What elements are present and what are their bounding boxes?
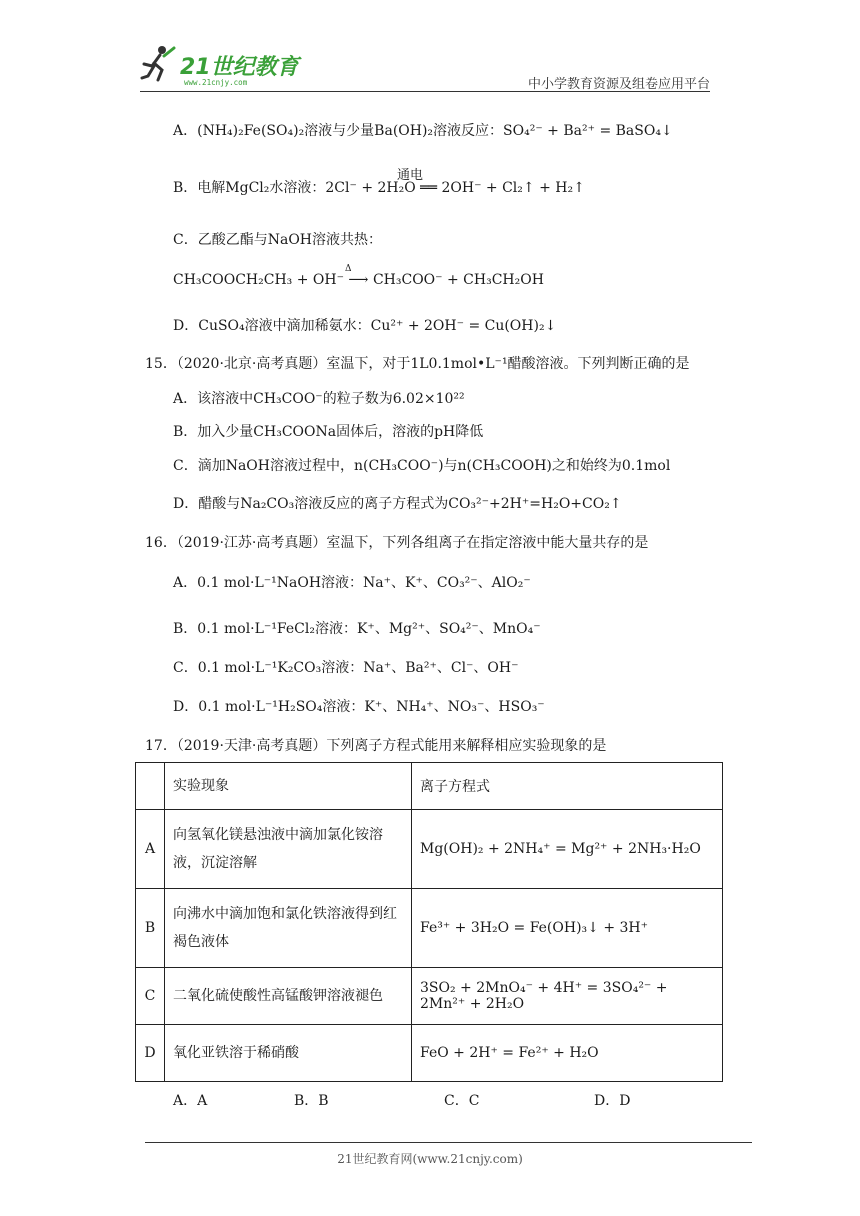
table-row [136,1025,723,1082]
row-label: C [136,968,165,1025]
footer-divider [145,1142,752,1143]
q17-table [135,762,723,1082]
row-equation: Fe³⁺ + 3H₂O = Fe(OH)₃↓ + 3H⁺ [412,889,723,968]
q14-option-a-text: (NH₄)₂Fe(SO₄)₂溶液与少量Ba(OH)₂溶液反应：SO₄²⁻ + Ba²⁺ = BaSO₄↓ [197,123,673,139]
site-logo [140,40,310,92]
q14-option-c-label: C． [173,232,198,248]
q14-option-b [173,178,585,198]
q15-stem: 15．（2020·北京·高考真题）室温下，对于1L0.1mol•L⁻¹醋酸溶液。下列判断正确的是 [145,356,690,372]
row-label: A [136,810,165,889]
q17-option-d: D．D [594,1093,631,1109]
row-phenomenon: 向氢氧化镁悬浊液中滴加氯化铵溶液，沉淀溶解 [165,810,412,889]
row-label: B [136,889,165,968]
q16-option-b: B．0.1 mol·L⁻¹FeCl₂溶液：K⁺、Mg²⁺、SO₄²⁻、MnO₄⁻ [173,621,541,637]
q14-option-b-condition: 通电 [397,168,424,183]
table-header-row [136,763,723,810]
q15-option-a: A．该溶液中CH₃COO⁻的粒子数为6.02×10²² [173,391,465,407]
row-label: D [136,1025,165,1082]
q14-option-c-condition: Δ [345,264,352,274]
table-header-cell: 离子方程式 [412,763,723,810]
footer-text: 21世纪教育网(www.21cnjy.com) [337,1152,523,1166]
q14-option-d-text: CuSO₄溶液中滴加稀氨水：Cu²⁺ + 2OH⁻ = Cu(OH)₂↓ [198,318,557,334]
q14-option-d [173,316,556,336]
row-phenomenon: 氧化亚铁溶于稀硝酸 [165,1025,412,1082]
q14-option-c [173,230,382,250]
row-equation: FeO + 2H⁺ = Fe²⁺ + H₂O [412,1025,723,1082]
table-row [136,889,723,968]
table-header-cell: 实验现象 [165,763,412,810]
q16-stem: 16．（2019·江苏·高考真题）室温下，下列各组离子在指定溶液中能大量共存的是 [145,535,649,551]
logo-text: 21世纪教育 [180,55,299,80]
row-phenomenon: 向沸水中滴加饱和氯化铁溶液得到红褐色液体 [165,889,412,968]
q17-option-c: C．C [444,1093,480,1109]
q16-option-a: A．0.1 mol·L⁻¹NaOH溶液：Na⁺、K⁺、CO₃²⁻、AlO₂⁻ [173,575,531,591]
q16-option-c: C．0.1 mol·L⁻¹K₂CO₃溶液：Na⁺、Ba²⁺、Cl⁻、OH⁻ [173,660,519,676]
table-header-cell [136,763,165,810]
q14-option-b-label: B． [173,180,198,196]
table-row [136,968,723,1025]
logo-url: www.21cnjy.com [184,78,248,87]
row-equation: 3SO₂ + 2MnO₄⁻ + 4H⁺ = 3SO₄²⁻ + 2Mn²⁺ + 2H₂O [412,968,723,1025]
q14-option-c-equation: CH₃COOCH₂CH₃ + OH⁻ ⟶ CH₃COO⁻ + CH₃CH₂OH [173,272,544,288]
q14-option-c-text: 乙酸乙酯与NaOH溶液共热： [197,232,383,248]
platform-name: 中小学教育资源及组卷应用平台 [527,77,710,92]
q17-stem: 17．（2019·天津·高考真题）下列离子方程式能用来解释相应实验现象的是 [145,738,607,754]
q14-option-a [173,121,673,141]
q17-option-b: B．B [294,1093,329,1109]
table-row [136,810,723,889]
q16-option-d: D．0.1 mol·L⁻¹H₂SO₄溶液：K⁺、NH₄⁺、NO₃⁻、HSO₃⁻ [173,699,545,715]
runner-logo-icon [140,44,176,84]
q14-option-d-label: D． [173,318,199,334]
q14-option-a-label: A． [173,123,198,139]
q14-option-b-text: 电解MgCl₂水溶液：2Cl⁻ + 2H₂O ══ 2OH⁻ + Cl₂↑ + H₂↑ [197,180,585,196]
header-divider [140,91,710,92]
q17-option-a: A．A [173,1093,208,1109]
q15-option-d: D．醋酸与Na₂CO₃溶液反应的离子方程式为CO₃²⁻+2H⁺=H₂O+CO₂↑ [173,496,622,512]
q15-option-b: B．加入少量CH₃COONa固体后，溶液的pH降低 [173,424,484,440]
row-phenomenon: 二氧化硫使酸性高锰酸钾溶液褪色 [165,968,412,1025]
row-equation: Mg(OH)₂ + 2NH₄⁺ = Mg²⁺ + 2NH₃·H₂O [412,810,723,889]
q15-option-c: C．滴加NaOH溶液过程中，n(CH₃COO⁻)与n(CH₃COOH)之和始终为0.1mol [173,458,671,474]
